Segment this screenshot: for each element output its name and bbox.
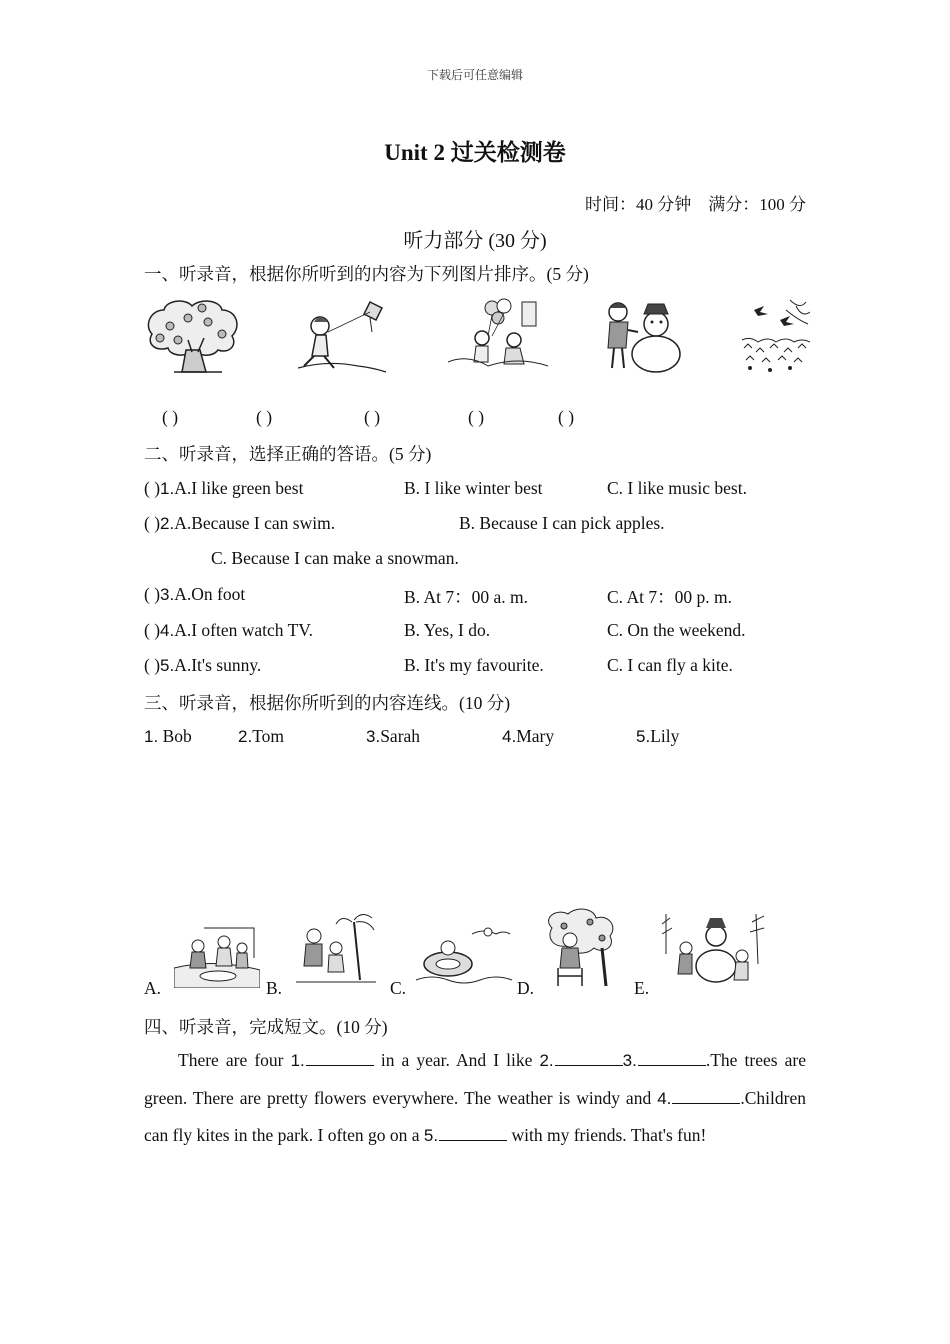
name-label: Bob xyxy=(158,726,192,746)
q4-option-c: C. On the weekend. xyxy=(607,620,746,640)
blank2-number: 2. xyxy=(539,1051,554,1070)
name-sarah[interactable] xyxy=(366,726,420,747)
q5-answer-paren[interactable]: ( ) xyxy=(144,655,161,675)
q2-option-c: C. Because I can make a snowman. xyxy=(211,548,459,568)
q4-row xyxy=(144,620,313,641)
q2-option-a: A.Because I can swim. xyxy=(174,513,336,533)
name-mary[interactable] xyxy=(502,726,554,747)
section2-heading: 二、听录音，选择正确的答语。(5 分) xyxy=(144,444,432,464)
section3-heading: 三、听录音，根据你所听到的内容连线。(10 分) xyxy=(144,693,511,713)
pic3-answer-bracket[interactable]: ( ) xyxy=(364,407,381,427)
option-a-label[interactable]: A. xyxy=(144,978,162,998)
q4-option-b: B. Yes, I do. xyxy=(404,620,491,640)
name-bob[interactable] xyxy=(144,726,192,747)
q2-option-b: B. Because I can pick apples. xyxy=(459,513,665,533)
q3-option-a: A.On foot xyxy=(174,584,246,604)
name-label: Lily xyxy=(650,726,680,746)
q1-number: 1. xyxy=(160,479,175,498)
cloze-text-3: .The trees are green. There are pretty flowers everywhere. The weather is windy and xyxy=(144,1050,806,1108)
q5-option-a: A.It's sunny. xyxy=(174,655,262,675)
name-tom[interactable] xyxy=(238,726,284,747)
name-number: 5. xyxy=(636,727,651,746)
q4-option-a: A.I often watch TV. xyxy=(174,620,314,640)
blank5-number: 5. xyxy=(423,1126,439,1145)
q1-row xyxy=(144,478,303,499)
option-b-label[interactable]: B. xyxy=(266,978,283,998)
q1-answer-paren[interactable]: ( ) xyxy=(144,478,161,498)
blank3-number: 3. xyxy=(622,1051,637,1070)
name-number: 2. xyxy=(238,727,253,746)
section1-heading: 一、听录音，根据你所听到的内容为下列图片排序。(5 分) xyxy=(144,264,589,284)
name-label: Sarah xyxy=(380,726,421,746)
q5-row xyxy=(144,655,261,676)
time-limit: 时间：40 分钟 xyxy=(585,195,692,214)
cloze-text-4: .Children can fly kites in the park. I often go on a xyxy=(144,1087,806,1145)
cloze-text-2: in a year. And I like xyxy=(373,1050,540,1070)
spring-picture xyxy=(740,296,810,374)
page-title: Unit 2 过关检测卷 xyxy=(384,140,566,165)
name-number: 3. xyxy=(366,727,381,746)
q4-answer-paren[interactable]: ( ) xyxy=(144,620,161,640)
q3-answer-paren[interactable]: ( ) xyxy=(144,584,161,604)
cloze-paragraph xyxy=(144,1042,806,1155)
swimming-picture xyxy=(412,920,512,988)
q2-row xyxy=(144,513,335,534)
balloons-picture xyxy=(448,296,548,374)
cloze-text-1: There are four xyxy=(178,1050,291,1070)
cloze-text-5: with my friends. That's fun! xyxy=(507,1125,707,1145)
q3-row xyxy=(144,584,245,605)
name-number: 1. xyxy=(144,727,159,746)
pic2-answer-bracket[interactable]: ( ) xyxy=(256,407,273,427)
q1-option-c: C. I like music best. xyxy=(607,478,747,498)
option-d-label[interactable]: D. xyxy=(517,978,535,998)
pic4-answer-bracket[interactable]: ( ) xyxy=(468,407,485,427)
picnic-picture xyxy=(174,918,260,988)
kite-boy-picture xyxy=(298,298,388,374)
blank4-number: 4. xyxy=(657,1088,672,1108)
section4-heading: 四、听录音，完成短文。(10 分) xyxy=(144,1017,388,1037)
picking-apples-picture xyxy=(542,908,618,988)
q3-option-c: C. At 7：00 p. m. xyxy=(607,587,732,607)
option-e-label[interactable]: E. xyxy=(634,978,650,998)
beach-picture xyxy=(296,910,376,988)
apple-tree-picture xyxy=(142,296,242,374)
full-score: 满分：100 分 xyxy=(708,195,806,214)
blank-2[interactable] xyxy=(555,1051,623,1066)
q2-answer-paren[interactable]: ( ) xyxy=(144,513,161,533)
blank-4[interactable] xyxy=(672,1089,740,1104)
part-title: 听力部分 (30 分) xyxy=(403,230,547,252)
pic5-answer-bracket[interactable]: ( ) xyxy=(558,407,575,427)
q5-option-b: B. It's my favourite. xyxy=(404,655,544,675)
blank-5[interactable] xyxy=(439,1126,507,1141)
name-lily[interactable] xyxy=(636,726,679,747)
name-label: Tom xyxy=(252,726,285,746)
q1-option-b: B. I like winter best xyxy=(404,478,543,498)
name-label: Mary xyxy=(516,726,555,746)
q2-number: 2. xyxy=(160,514,175,533)
pic1-answer-bracket[interactable]: ( ) xyxy=(162,407,179,427)
blank-3[interactable] xyxy=(638,1051,706,1066)
snowman-play-picture xyxy=(660,914,766,990)
q5-option-c: C. I can fly a kite. xyxy=(607,655,733,675)
name-number: 4. xyxy=(502,727,517,746)
q4-number: 4. xyxy=(160,621,175,640)
blank1-number: 1. xyxy=(290,1051,305,1070)
page-header-note: 下载后可任意编辑 xyxy=(426,68,523,82)
option-c-label[interactable]: C. xyxy=(390,978,407,998)
q3-number: 3. xyxy=(160,585,175,604)
q5-number: 5. xyxy=(160,656,175,675)
q1-option-a: A.I like green best xyxy=(174,478,304,498)
snowman-picture xyxy=(604,296,688,374)
q3-option-b: B. At 7：00 a. m. xyxy=(404,587,528,607)
exam-meta xyxy=(585,190,806,215)
blank-1[interactable] xyxy=(306,1051,374,1066)
